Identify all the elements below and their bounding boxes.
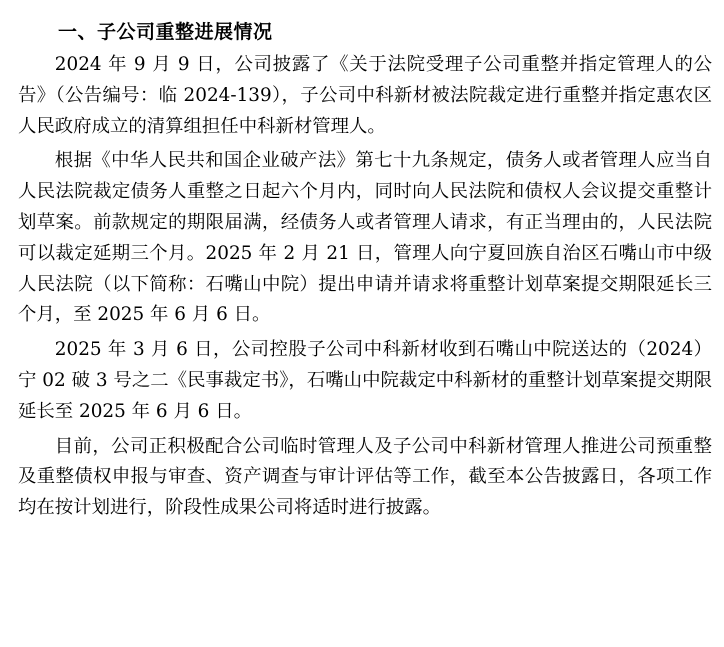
paragraph-civil-ruling: 2025 年 3 月 6 日，公司控股子公司中科新材收到石嘴山中院送达的（2024）宁 02 破 3 号之二《民事裁定书》，石嘴山中院裁定中科新材的重整计划草案提交期限延长至 2025 年 6 月 6 日。 — [18, 339, 712, 422]
paragraph-current-progress: 目前，公司正积极配合公司临时管理人及子公司中科新材管理人推进公司预重整及重整债权申报与审查、资产调查与审计评估等工作，截至本公告披露日，各项工作均在按计划进行，阶段性成果公司将适时进行披露。 — [18, 435, 712, 519]
section-heading: 一、子公司重整进展情况 — [58, 21, 273, 43]
document-page — [18, 18, 712, 528]
paragraph-bankruptcy-law: 根据《中华人民共和国企业破产法》第七十九条规定，债务人或者管理人应当自人民法院裁定债务人重整之日起六个月内，同时向人民法院和债权人会议提交重整计划草案。前款规定的期限届满，经债务人或者管理人请求，有正当理由的，人民法院可以裁定延期三个月。2025 年 2 月 21 日，管理人向宁夏回族自治区石嘴山市中级人民法院（以下简称：石嘴山中院）提出申请并请求将重整计划草案提交期限延长三个月，至 2025 年 6 月 6 日。 — [18, 150, 712, 326]
paragraph-court-acceptance: 2024 年 9 月 9 日，公司披露了《关于法院受理子公司重整并指定管理人的公告》（公告编号：临 2024-139），子公司中科新材被法院裁定进行重整并指定惠农区人民政府成立的清算组担任中科新材管理人。 — [18, 54, 712, 137]
